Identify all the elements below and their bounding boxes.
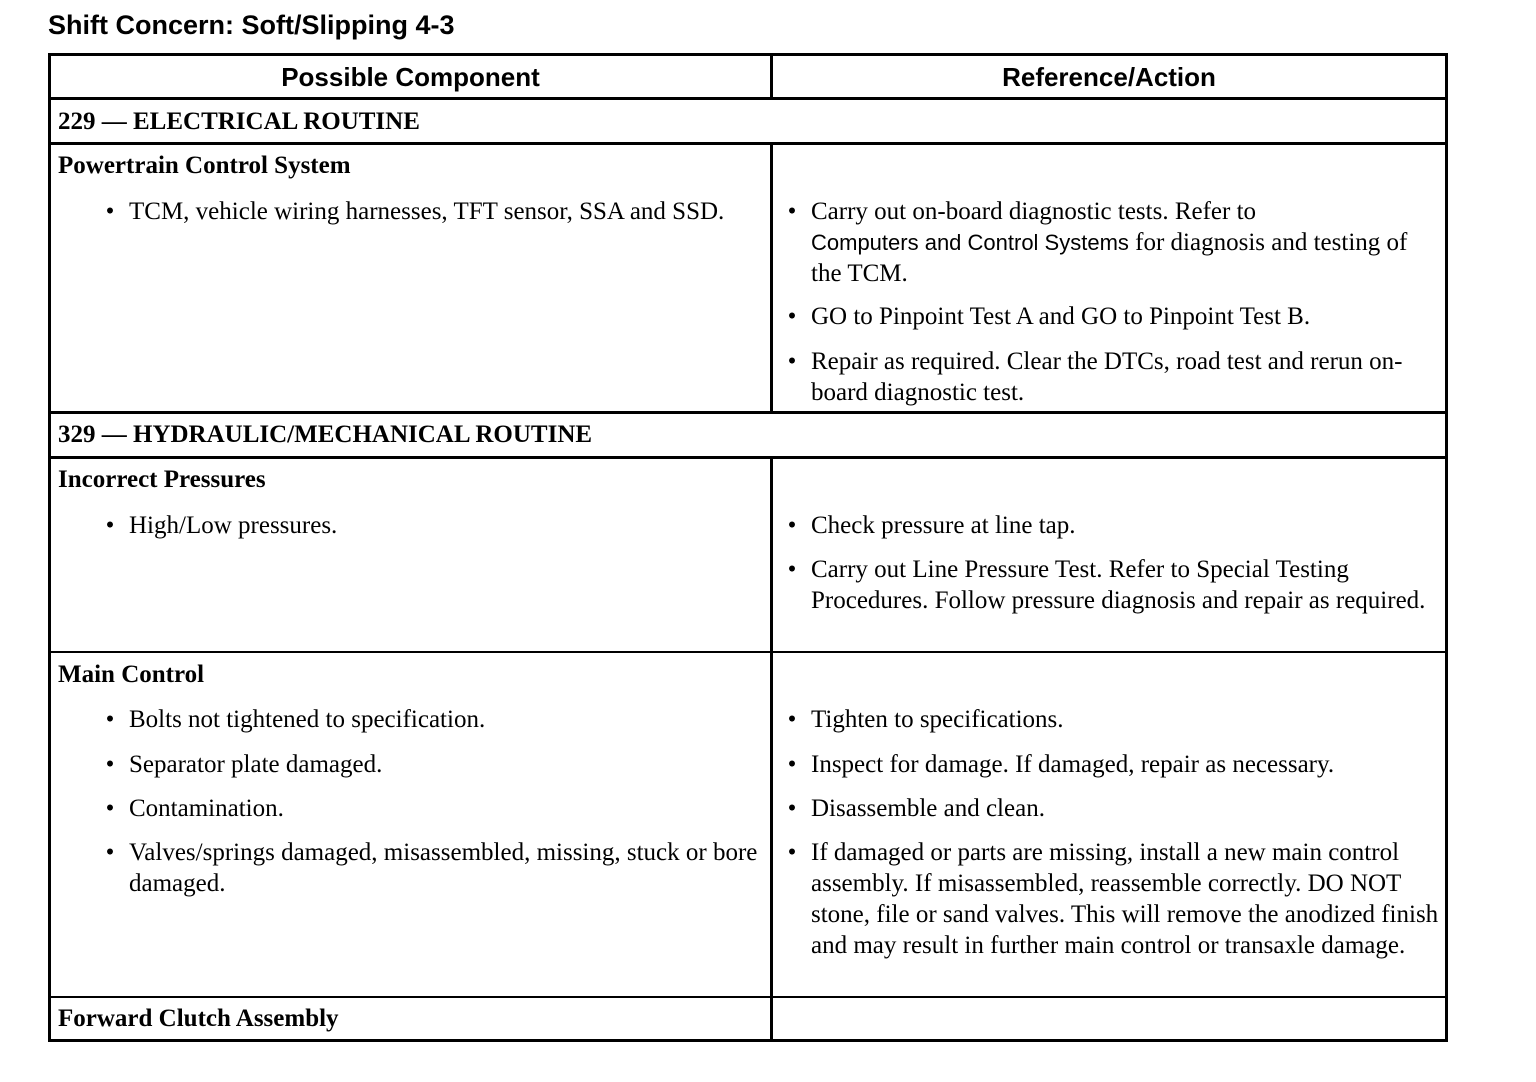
bullet-icon: •	[787, 795, 797, 822]
action-text: Disassemble and clean.	[811, 795, 1045, 822]
bullet-icon: •	[105, 706, 115, 733]
component-text: High/Low pressures.	[129, 512, 338, 539]
component-text: Valves/springs damaged, misassembled, missing, stuck or bore damaged.	[129, 839, 758, 897]
action-text: Carry out Line Pressure Test. Refer to Special Testing Procedures. Follow pressure diagnosis and repair as required.	[811, 556, 1426, 614]
group-title-powertrain-control-system: Powertrain Control System	[58, 152, 351, 179]
component-item	[102, 704, 762, 735]
column-divider	[770, 457, 773, 1040]
bullet-icon: •	[105, 512, 115, 539]
action-text	[811, 196, 1440, 289]
bullet-icon: •	[787, 839, 797, 866]
action-text: Inspect for damage. If damaged, repair as necessary.	[811, 751, 1335, 778]
group-title-forward-clutch-assembly: Forward Clutch Assembly	[58, 1005, 339, 1032]
action-text-lead: Carry out on-board diagnostic tests. Refer to	[811, 198, 1257, 225]
action-item	[784, 510, 1440, 541]
action-item	[784, 196, 1440, 289]
component-text: Bolts not tightened to specification.	[129, 706, 486, 733]
bullet-icon: •	[787, 556, 797, 583]
component-item	[102, 837, 762, 899]
bullet-icon: •	[787, 303, 797, 330]
action-item	[784, 346, 1440, 408]
page-title: Shift Concern: Soft/Slipping 4-3	[48, 10, 455, 40]
bullet-icon: •	[787, 348, 797, 375]
bullet-icon: •	[105, 795, 115, 822]
component-item	[102, 793, 762, 824]
column-divider	[770, 143, 773, 413]
section-title-electrical-routine: 229 — ELECTRICAL ROUTINE	[58, 108, 420, 135]
reference-computers-and-control-systems: Computers and Control Systems	[811, 230, 1129, 255]
bullet-icon: •	[787, 512, 797, 539]
section-title-hydraulic-mechanical-routine: 329 — HYDRAULIC/MECHANICAL ROUTINE	[58, 421, 593, 448]
action-text: If damaged or parts are missing, install a new main control assembly. If misassembled, reassemble correctly. DO NOT stone, file or sand valves. This will remove the anodized finish and may result in further main control or transaxle damage.	[811, 839, 1439, 959]
component-item	[102, 749, 762, 780]
bullet-icon: •	[105, 839, 115, 866]
column-header-possible-component: Possible Component	[281, 61, 540, 92]
row-divider	[48, 996, 1448, 998]
section-divider	[48, 142, 1448, 145]
action-text: Check pressure at line tap.	[811, 512, 1076, 539]
component-text: Contamination.	[129, 795, 284, 822]
column-header-reference-action: Reference/Action	[1002, 61, 1216, 92]
component-item	[102, 196, 762, 227]
bullet-icon: •	[787, 198, 797, 225]
component-text: Separator plate damaged.	[129, 751, 383, 778]
action-text-tail: for diagnosis and testing of the TCM.	[811, 229, 1408, 287]
action-text: GO to Pinpoint Test A and GO to Pinpoint Test B.	[811, 303, 1311, 330]
component-text: TCM, vehicle wiring harnesses, TFT sensor, SSA and SSD.	[129, 198, 725, 225]
row-divider	[48, 651, 1448, 653]
group-title-main-control: Main Control	[58, 661, 205, 688]
action-text: Repair as required. Clear the DTCs, road test and rerun on-board diagnostic test.	[811, 348, 1403, 406]
action-text: Tighten to specifications.	[811, 706, 1064, 733]
section-divider	[48, 411, 1448, 414]
component-item	[102, 510, 762, 541]
bullet-icon: •	[787, 706, 797, 733]
section-divider	[48, 456, 1448, 459]
group-title-incorrect-pressures: Incorrect Pressures	[58, 466, 266, 493]
action-item	[784, 793, 1440, 824]
action-item	[784, 554, 1440, 616]
bullet-icon: •	[787, 751, 797, 778]
action-item	[784, 837, 1440, 961]
bullet-icon: •	[105, 751, 115, 778]
action-item	[784, 301, 1440, 332]
action-item	[784, 749, 1440, 780]
action-item	[784, 704, 1440, 735]
bullet-icon: •	[105, 198, 115, 225]
